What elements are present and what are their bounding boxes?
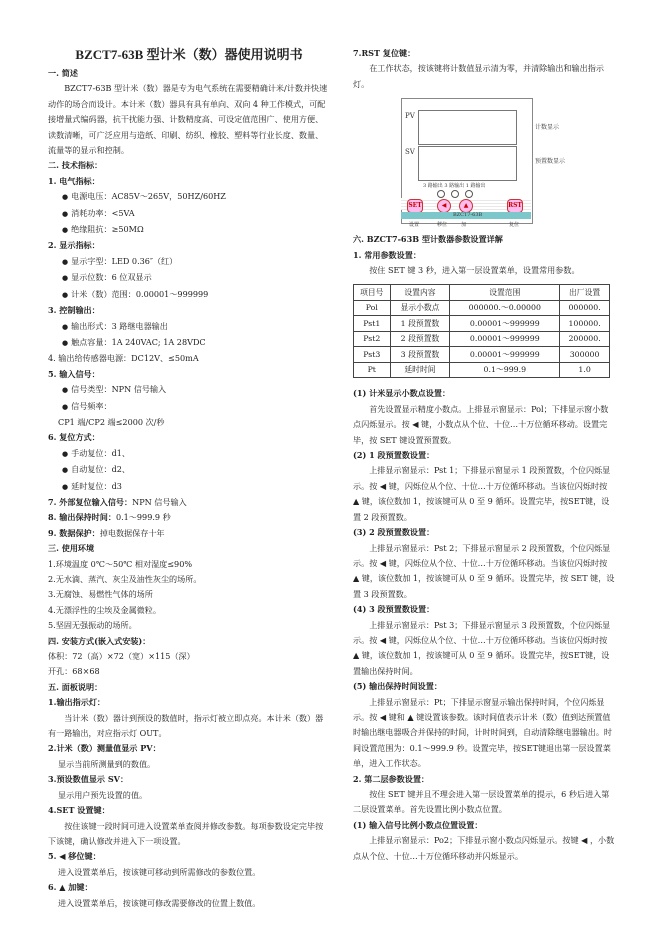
- left-line-22: ● 延时复位：d3: [48, 479, 330, 495]
- left-line-41: 显示用户预先设置的值。: [58, 789, 148, 800]
- rtop-line-0: 7.RST 复位键：: [353, 48, 416, 58]
- left-line-20: ● 手动复位：d1、: [48, 446, 330, 462]
- left-line-26: 三. 使用环境: [48, 543, 95, 554]
- document-title: BZCT7-63B 型计米（数）器使用说明书: [75, 47, 303, 62]
- left-line-47: 进入设置菜单后，按该键可修改需要修改的位置上数值。: [58, 897, 261, 908]
- left-line-18: CP1 端/CP2 端≤2000 次/秒: [58, 416, 165, 427]
- left-line-40: 3.预设数值显示 SV：: [48, 774, 129, 785]
- rst-section: [353, 46, 615, 92]
- left-line-0: 一. 简述: [48, 68, 78, 78]
- left-line-37: 当计米（数）器计到预设的数值时，指示灯被立即点亮。本计米（数）器有一路输出，对应指示灯 OUT。: [48, 712, 324, 739]
- pv-label: PV: [405, 112, 415, 121]
- rbot-line-9: 上排显示窗显示：Pt；下排显示窗显示输出保持时间，个位闪烁显示。按 ◀ 键和 ▲ 键设置该参数。该时间值表示计米（数）值到达预置值时输出继电器吸合并保持的时间，计时时间到，自动清除继电器输出。时间设置范围为：0.1～999.9 秒。设置完毕，按SET键退出第一层设置菜单，进入工作状态。: [353, 696, 613, 769]
- table-cell: 000000.～0.00000: [450, 300, 560, 316]
- left-line-10: ● 计米（数）范围：0.00001～999999: [48, 287, 330, 303]
- sv-note: 预置数显示: [535, 158, 566, 166]
- left-line-6: ● 绝缘阻抗：≥50MΩ: [48, 222, 330, 238]
- strip-text: 3 路输出 3 路输出 1 路输出: [423, 183, 486, 190]
- panel-model: BZCT7-63B: [453, 212, 483, 219]
- params-details: [353, 386, 615, 864]
- left-line-44: 5. ◀ 移位键：: [48, 851, 101, 862]
- rbot-line-13: 上排显示窗显示：Po2；下排显示窗小数点闪烁显示。按键 ◀ ，小数点从个位、十位…十万位循环移动并闪烁显示。: [353, 835, 615, 861]
- left-line-4: ● 电源电压：AC85V～265V，50HZ/60HZ: [48, 189, 330, 205]
- rbot-line-5: 上排显示窗显示：Pst 2；下排显示窗显示 2 段预置数，个位闪烁显示。按 ◀ 键，闪烁位从个位、十位…十万位循环移动。当该位闪烁时按 ▲ 键，该位数加 1，按该键可从 0 至 9 循环。设置完毕，按 SET 键，设置 3 段预置数。: [353, 542, 615, 599]
- left-line-33: 体积：72（高）×72（宽）×115（深）: [48, 651, 195, 662]
- rbot-line-11: 按住 SET 键并且不理会进入第一层设置菜单的提示，6 秒后进入第二层设置菜单。首先设置比例小数点位置。: [353, 789, 610, 815]
- rmid-line-0: 六. BZCT7-63B 型计数器参数设置详解: [353, 234, 503, 245]
- rmid-line-2: 按住 SET 键 3 秒，进入第一层设置菜单，设置常用参数。: [369, 265, 580, 276]
- rtop-line-1: 在工作状态，按该键将计数值显示清为零，并清除输出和输出指示灯。: [353, 63, 604, 89]
- table-cell: 0.00001～999999: [450, 347, 560, 363]
- left-line-3: 1. 电气指标：: [48, 175, 100, 186]
- table-cell: 1.0: [560, 362, 610, 378]
- left-line-42: 4.SET 设置键：: [48, 805, 110, 816]
- table-cell: 显示小数点: [390, 300, 450, 316]
- left-line-35: 五. 面板说明：: [48, 681, 103, 692]
- left-line-23: 7. 外部复位输入信号：NPN 信号输入: [48, 496, 187, 507]
- left-line-11: 3. 控制输出：: [48, 305, 100, 316]
- table-cell: Pol: [354, 300, 391, 316]
- rbot-line-12: (1) 输入信号比例小数点位置设置：: [353, 819, 483, 830]
- left-line-43: 按住该键一段时间可进入设置菜单查阅并修改参数。每项参数设定完毕按下该键，确认修改并进入下一项设置。: [48, 820, 324, 846]
- left-line-16: ● 信号类型：NPN 信号输入: [48, 382, 330, 398]
- left-line-38: 2.计米（数）测量值显示 PV：: [48, 743, 161, 754]
- rbot-line-3: 上排显示窗显示：Pst 1；下排显示窗显示 1 段预置数，个位闪烁显示。按 ◀ 键，闪烁位从个位、十位…十万位循环移动。当该位闪烁时按 ▲ 键，该位数加 1，按该键可从 0 至 9 循环。设置完毕，按SET键，设置 2 段预置数。: [353, 465, 611, 522]
- table-row: [354, 316, 610, 332]
- table-cell: 2 段预置数: [390, 331, 450, 347]
- table-row: [354, 362, 610, 378]
- left-line-30: 4.无漂浮性的尘埃及金属微粒。: [48, 604, 161, 615]
- pv-note: 计数显示: [535, 124, 560, 132]
- left-line-5: ● 消耗功率：<5VA: [48, 206, 330, 222]
- left-line-45: 进入设置菜单后，按该键可移动到所需修改的参数位置。: [58, 866, 261, 877]
- left-line-17: ● 信号频率：: [48, 399, 330, 415]
- table-header-0: 项目号: [354, 285, 391, 301]
- rbot-line-1: 首先设置显示精度小数点。上排显示窗显示：Pol；下排显示窗小数点闪烁显示。按 ◀ 键，小数点从个位、十位…十万位循环移动。设置完毕，按 SET 键设置预置数。: [353, 403, 609, 445]
- rmid-line-1: 1. 常用参数设置：: [353, 249, 421, 260]
- right-column: [353, 46, 615, 864]
- table-cell: 3 段预置数: [390, 347, 450, 363]
- table-cell: 1 段预置数: [390, 316, 450, 332]
- table-header-1: 设置内容: [390, 285, 450, 301]
- left-line-25: 9. 数据保护：掉电数据保存十年: [48, 527, 165, 538]
- left-line-36: 1.输出指示灯：: [48, 697, 106, 708]
- table-cell: 300000: [560, 347, 610, 363]
- shift-button[interactable]: ◀: [437, 199, 451, 213]
- left-line-12: ● 输出形式：3 路继电器输出: [48, 319, 330, 335]
- foot-set: 设置: [409, 222, 420, 229]
- table-cell: 延时时间: [390, 362, 450, 378]
- rbot-line-6: (4) 3 段预置数设置：: [353, 604, 435, 615]
- foot-shift: 移位: [437, 222, 448, 229]
- left-line-27: 1.环境温度 0℃～50℃ 相对湿度≤90%: [48, 558, 193, 569]
- table-row: [354, 347, 610, 363]
- foot-plus: 加: [461, 222, 467, 229]
- left-line-31: 5.坚固无强振动的场所。: [48, 620, 137, 631]
- table-cell: Pst3: [354, 347, 391, 363]
- params-table: [353, 284, 610, 378]
- table-cell: 000000.: [560, 300, 610, 316]
- table-cell: 200000.: [560, 331, 610, 347]
- rbot-line-8: (5) 输出保持时间设置：: [353, 681, 442, 692]
- left-line-46: 6. ▲ 加键：: [48, 882, 93, 893]
- rbot-line-4: (3) 2 段预置数设置：: [353, 527, 435, 538]
- table-row: [354, 331, 610, 347]
- rbot-line-2: (2) 1 段预置数设置：: [353, 450, 435, 461]
- left-line-39: 显示当前所测量到的数值。: [58, 758, 156, 769]
- left-line-34: 开孔：68×68: [48, 666, 100, 677]
- left-line-21: ● 自动复位：d2、: [48, 462, 330, 478]
- set-button[interactable]: SET: [407, 199, 423, 213]
- rbot-line-0: (1) 计米显示小数点设置：: [353, 388, 451, 399]
- left-line-29: 3.无腐蚀、易燃性气体的场所: [48, 589, 153, 600]
- left-line-9: ● 显示位数：6 位双显示: [48, 270, 330, 286]
- params-intro: [353, 232, 615, 278]
- left-line-28: 2.无水滴、蒸汽、灰尘及油性灰尘的场所。: [48, 574, 202, 584]
- left-line-1: BZCT7-63B 型计米（数）器是专为电气系统在需要精确计米/计数并快速动作的场合而设计。本计米（数）器具有具有单向、双向 4 种工作模式，可配接增量式编码器，抗干扰能力强、计数精度高、可设定值范围广、使用方便、读数清晰，可广泛应用与造纸、印刷、纺织、橡胶、塑料等行业长度、数量、流量等的显示和控制。: [48, 83, 328, 156]
- left-column: [48, 66, 330, 911]
- table-cell: Pst1: [354, 316, 391, 332]
- table-row: [354, 300, 610, 316]
- foot-rst: 复位: [509, 222, 520, 229]
- table-cell: 100000.: [560, 316, 610, 332]
- table-cell: Pst2: [354, 331, 391, 347]
- pv-display: [418, 110, 517, 145]
- rst-button[interactable]: RST: [507, 199, 523, 213]
- table-header-3: 出厂设置: [560, 285, 610, 301]
- rbot-line-7: 上排显示窗显示：Pst 3；下排显示窗显示 3 段预置数，个位闪烁显示。按 ◀ 键，闪烁位从个位、十位…十万位循环移动。当该位闪烁时按 ▲ 键，该位数加 1，按该键可从 0 至 9 循环。设置完毕，按SET键，设置输出保持时间。: [353, 619, 611, 676]
- sv-display: [418, 146, 517, 181]
- left-line-24: 8. 输出保持时间：0.1～999.9 秒: [48, 512, 171, 523]
- table-header-2: 设置范围: [450, 285, 560, 301]
- left-line-32: 四. 安装方式(嵌入式安装)：: [48, 635, 151, 646]
- table-cell: 0.00001～999999: [450, 316, 560, 332]
- left-line-13: ● 触点容量：1A 240VAC; 1A 28VDC: [48, 335, 330, 351]
- left-line-7: 2. 显示指标：: [48, 240, 100, 251]
- sv-label: SV: [405, 148, 415, 157]
- left-line-19: 6. 复位方式：: [48, 432, 100, 443]
- left-line-2: 二. 技术指标：: [48, 160, 103, 171]
- left-line-14: 4. 输出给传感器电源：DC12V、≤50mA: [48, 353, 199, 364]
- left-line-15: 5. 输入信号：: [48, 368, 100, 379]
- rbot-line-10: 2. 第二层参数设置：: [353, 773, 430, 784]
- table-cell: 0.00001～999999: [450, 331, 560, 347]
- left-line-8: ● 显示字型：LED 0.36″（红）: [48, 254, 330, 270]
- panel-figure: [401, 98, 566, 228]
- table-cell: 0.1～999.9: [450, 362, 560, 378]
- table-cell: Pt: [354, 362, 391, 378]
- plus-button[interactable]: ▲: [459, 199, 473, 213]
